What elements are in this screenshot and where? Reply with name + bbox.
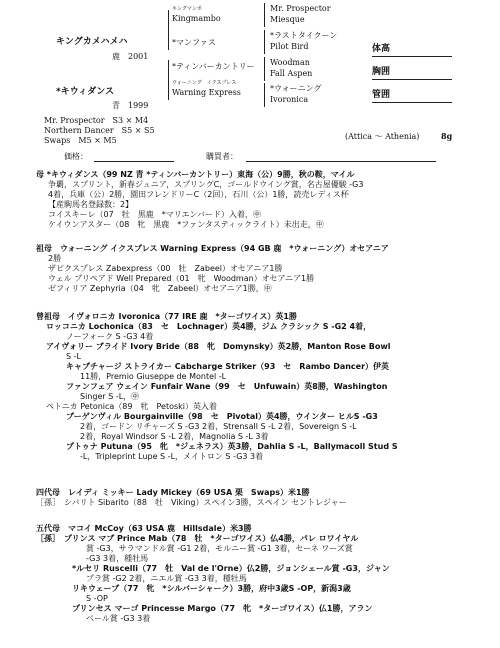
sire-detail: 鹿 2001 xyxy=(112,52,149,61)
dam-detail: 青 1999 xyxy=(112,101,149,110)
dam-dam-sire: *ウォーニング xyxy=(270,84,322,93)
fifth-dam-line: ベール賞 -G3 3着 xyxy=(86,614,151,623)
granddam-line: ザピクスプレス Zabexpress（00 牡 Zabeel）オセアニア1勝 xyxy=(48,264,283,273)
great-granddam-line: Singer S -L，㊥ xyxy=(80,392,140,401)
great-granddam-line: アイヴォリー ブライド Ivory Bride（88 牝 Domynsky）英2勝，Manton Rose Bowl xyxy=(46,342,391,351)
bracket-line xyxy=(264,83,265,107)
granddam-record xyxy=(36,244,389,294)
great-granddam-record xyxy=(36,312,398,462)
great-granddam-line: 11勝，Premio Giuseppe de Montel -L xyxy=(80,372,227,381)
great-granddam-line: キャブチャージ ストライカー Cabcharge Striker（93 セ Rambo Dancer）伊英 xyxy=(66,362,390,371)
great-granddam-line: ブーゲンヴィル Bourgainville（98 セ Pivotal）英4勝，ウインター ヒルS -G3 xyxy=(66,412,378,421)
bracket-line xyxy=(168,60,169,100)
great-granddam-line: 2着，Royal Windsor S -L 2着，Magnolia S -L 3着 xyxy=(80,432,269,441)
dam-line: 【産駒馬名登録数：2】 xyxy=(48,200,134,209)
fifth-dam-line: リキウェーブ（77 牝 *シルバーシャーク）3勝，府中3歳S -OP，新潟3歳 xyxy=(72,584,351,593)
fifth-dam-line: -G3 3着，種牡馬 xyxy=(86,554,149,563)
dam-line: コイスキーレ（07 牡 黒鹿 *マリエンバード）入着，㊥ xyxy=(48,210,261,219)
buyer-label: 購買者： xyxy=(206,152,238,161)
fourth-dam-line: 四代母 レイディ ミッキー Lady Mickey（69 USA 栗 Swaps）米1勝 xyxy=(36,488,310,497)
great-granddam-line: ロッコニカ Lochonica（83 セ Lochnager）英4勝，ジム クラシック S -G2 4着， xyxy=(46,322,372,331)
inbreeding-line: Northern Dancer S5 × S5 xyxy=(44,126,155,135)
dam-sire-dam: Fall Aspen xyxy=(270,69,313,78)
cannon-label: 管囲 xyxy=(372,90,391,100)
chest-label: 胸囲 xyxy=(372,67,391,77)
great-granddam-line: ファンフェア ウェイン Funfair Wane（99 セ Unfuwain）英8勝，Washington xyxy=(66,382,388,391)
fifth-dam-line: プリンセス マーゴ Princesse Margo（77 牝 *ターゴワイス）仏1勝，アラン xyxy=(72,604,373,613)
bracket-line xyxy=(264,57,265,81)
height-label: 体高 xyxy=(372,44,391,54)
dam-line: 4着，兵庫（公）2勝，園田フレンドリーC（2回），石川（公）1勝，読売レディス杯 xyxy=(48,190,349,199)
sire-dam: *マンファス xyxy=(172,38,216,47)
sire-sire-dam: Miesque xyxy=(270,15,305,24)
inbreeding-line: Swaps M5 × M5 xyxy=(44,136,117,145)
granddam-line: 祖母 ウォーニング イクスプレス Warning Express（94 GB 鹿 *ウォーニング）オセアニア xyxy=(36,244,389,253)
sire-sire: Kingmambo xyxy=(172,14,221,23)
bracket-line xyxy=(264,30,265,54)
dam-record xyxy=(36,170,363,230)
dam-line: 母 *キウィダンス（99 NZ 青 *ティンバーカントリー）東海（公）9勝，秋の鞍，マイル xyxy=(36,170,355,179)
fifth-dam-line: S -OP xyxy=(86,594,108,603)
chest-line xyxy=(372,79,452,80)
sire-dam-sire: *ラストタイクーン xyxy=(270,31,338,40)
price-label: 価格： xyxy=(64,152,88,161)
great-granddam-line: 2着，ゴードン リチャーズ S -G3 2着，Strensall S -L 2着，Sovereign S -L xyxy=(80,422,357,431)
sire-sire-kana: キングマンボ xyxy=(172,6,202,12)
dam-dam: Warning Express xyxy=(172,88,241,97)
dam-dam-kana: ウォーニング イクスプレス xyxy=(172,80,237,86)
inbreeding-line: Mr. Prospector S3 × M4 xyxy=(44,116,149,125)
fifth-dam-line: ［孫］ プリンス マブ Prince Mab（78 牡 *ターゴワイス）仏4勝，パレ ロワイヤル xyxy=(36,534,359,543)
dam-sire-sire: Woodman xyxy=(270,58,310,67)
fifth-dam-line: 五代母 マコイ McCoy（63 USA 鹿 Hillsdale）米3勝 xyxy=(36,524,252,533)
bracket-line xyxy=(168,10,169,50)
family-line: (Attica ～ Athenia) xyxy=(345,132,420,141)
dam-line: ケイウンアスター（08 牝 黒鹿 *ファンタスティックライト）未出走，㊥ xyxy=(48,220,324,229)
great-granddam-line: 曾祖母 イヴォロニカ Ivoronica（77 IRE 鹿 *ターゴワイス）英1勝 xyxy=(36,312,297,321)
dam-line: 争覇，スプリント，新春ジュニア，スプリングC，ゴールドウイング賞，名古屋優駿 -G3 xyxy=(48,180,364,189)
fifth-dam-line: *ルセリ Ruscelli（77 牡 Val de l'Orne）仏2勝，ジョンシェール賞 -G3，ジャン xyxy=(72,564,390,573)
dam-name: *キウィダンス xyxy=(56,87,114,97)
sire-name: キングカメハメハ xyxy=(56,37,128,47)
family-number: 8g xyxy=(441,131,453,141)
dam-dam-dam: Ivoronica xyxy=(270,95,309,104)
great-granddam-line: ペトニカ Petonica（89 牝 Petoski）英入着 xyxy=(46,402,218,411)
great-granddam-line: S -L xyxy=(66,352,81,361)
fifth-dam-line: 賞 -G3，サラマンドル賞 -G1 2着，モルニー賞 -G1 3着，セーネ ワーズ賞 xyxy=(86,544,353,553)
cannon-line xyxy=(372,102,452,103)
price-line xyxy=(94,161,174,162)
great-granddam-line: プトゥナ Putuna（95 牝 *ジェネラス）英3勝，Dahlia S -L，Ballymacoll Stud S xyxy=(66,442,398,451)
granddam-line: ゼフィリア Zephyria（04 牝 Zabeel）オセアニア1勝，㊥ xyxy=(48,284,272,293)
sire-sire-sire: Mr. Prospector xyxy=(270,4,331,13)
buyer-line xyxy=(246,161,436,162)
great-granddam-line: -L，Tripleprint Lupe S -L，メイトロン S -G3 3着 xyxy=(80,452,264,461)
fifth-dam-record xyxy=(36,524,390,624)
fourth-dam-record xyxy=(36,488,347,508)
granddam-line: ウェル プリペアド Well Prepared（01 牝 Woodman）オセアニア1勝 xyxy=(48,274,315,283)
fourth-dam-line: ［孫］ シバリト Sibarito（88 牡 Viking）スペイン3勝，スペイン セントレジャー xyxy=(36,498,347,507)
bracket-line xyxy=(264,3,265,27)
height-line xyxy=(372,56,452,57)
sire-dam-dam: Pilot Bird xyxy=(270,42,309,51)
fifth-dam-line: プラ賞 -G2 2着，ニエル賞 -G3 3着，種牡馬 xyxy=(86,574,247,583)
granddam-line: 2勝 xyxy=(48,254,62,263)
dam-sire: *ティンバーカントリー xyxy=(172,62,255,71)
great-granddam-line: ノーフォーク S -G3 4着 xyxy=(66,332,154,341)
